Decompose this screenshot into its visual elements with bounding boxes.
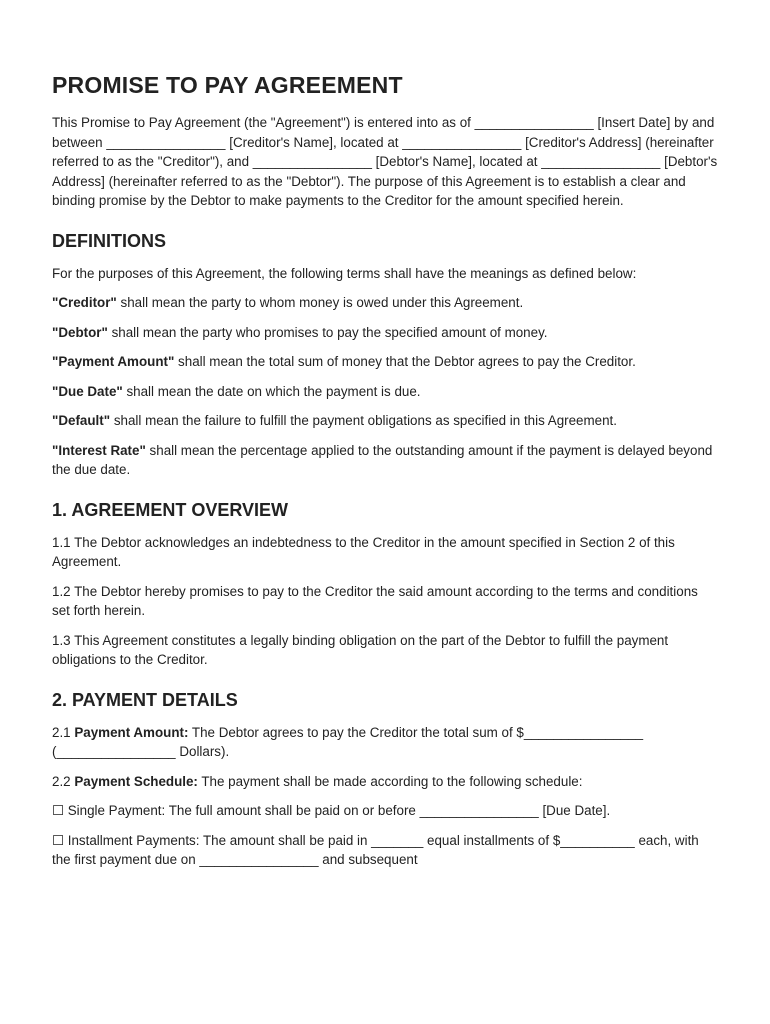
clause-number: 2.2: [52, 773, 75, 789]
definition-text: shall mean the total sum of money that the Debtor agrees to pay the Creditor.: [174, 354, 636, 369]
payment-schedule-clause: [52, 772, 718, 792]
overview-clause: 1.3 This Agreement constitutes a legally binding obligation on the part of the Debtor to fulfill the payment obligations to the Creditor.: [52, 632, 669, 667]
definition-text: shall mean the date on which the payment is due.: [122, 383, 421, 399]
checkbox-icon[interactable]: ☐: [52, 803, 65, 818]
payment-details-section: [52, 690, 718, 870]
definition-item: [52, 293, 718, 313]
single-payment-option: [52, 801, 718, 821]
definition-text: shall mean the percentage applied to the outstanding amount if the payment is delayed beyond the due date.: [52, 442, 713, 477]
definition-item: [52, 352, 718, 372]
definition-term: "Creditor": [52, 295, 117, 310]
payment-details-heading: 2. PAYMENT DETAILS: [52, 689, 238, 710]
definition-term: "Debtor": [52, 324, 108, 340]
overview-clause: 1.2 The Debtor hereby promises to pay to the Creditor the said amount according to the terms and conditions set forth herein.: [52, 583, 698, 618]
clause-number: 2.1: [52, 724, 75, 740]
definition-text: shall mean the failure to fulfill the payment obligations as specified in this Agreement.: [110, 413, 617, 428]
definitions-intro: For the purposes of this Agreement, the following terms shall have the meanings as defined below:: [52, 265, 637, 281]
definition-item: [52, 411, 718, 431]
definition-text: shall mean the party to whom money is owed under this Agreement.: [116, 295, 524, 310]
definitions-section: [52, 231, 718, 480]
definition-item: [52, 323, 718, 343]
clause-text: The Debtor agrees to pay the Creditor the total sum of $________________ (________________ Dollars).: [52, 724, 644, 759]
installment-payment-option: [52, 831, 718, 870]
agreement-overview-heading: 1. AGREEMENT OVERVIEW: [52, 499, 289, 520]
definition-text: shall mean the party who promises to pay the specified amount of money.: [107, 324, 548, 340]
definitions-heading: DEFINITIONS: [52, 230, 167, 251]
definition-term: "Due Date": [52, 383, 123, 399]
document-title: PROMISE TO PAY AGREEMENT: [52, 72, 403, 98]
clause-label: Payment Amount:: [74, 724, 189, 740]
option-text: Single Payment: The full amount shall be paid on or before ________________ [Due Date].: [64, 803, 611, 818]
definition-term: "Payment Amount": [52, 354, 175, 369]
intro-paragraph: This Promise to Pay Agreement (the "Agreement") is entered into as of ________________ [Insert Date] by and between ________________ [Creditor's Name], located at ________________ [Creditor's Address] (hereinafter referred to as the "Creditor"), and ________________ [Debtor's Name], located at ________________ [Debtor's Address] (hereinafter referred to as the "Debtor"). The purpose of this Agreement is to establish a clear and binding promise by the Debtor to make payments to the Creditor for the amount specified herein.: [52, 115, 718, 208]
clause-label: Payment Schedule:: [74, 773, 198, 789]
checkbox-icon[interactable]: ☐: [52, 832, 65, 848]
definition-item: [52, 382, 718, 402]
payment-amount-clause: [52, 723, 718, 762]
definition-term: "Interest Rate": [52, 442, 146, 458]
definition-item: [52, 441, 718, 480]
agreement-overview-section: [52, 500, 718, 670]
overview-clause: 1.1 The Debtor acknowledges an indebtedness to the Creditor in the amount specified in Section 2 of this Agreement.: [52, 534, 675, 569]
definition-term: "Default": [52, 413, 111, 428]
option-text: Installment Payments: The amount shall be paid in _______ equal installments of $__________ each, with the first payment due on ________________ and subsequent: [52, 832, 699, 867]
clause-text: The payment shall be made according to the following schedule:: [197, 773, 583, 789]
